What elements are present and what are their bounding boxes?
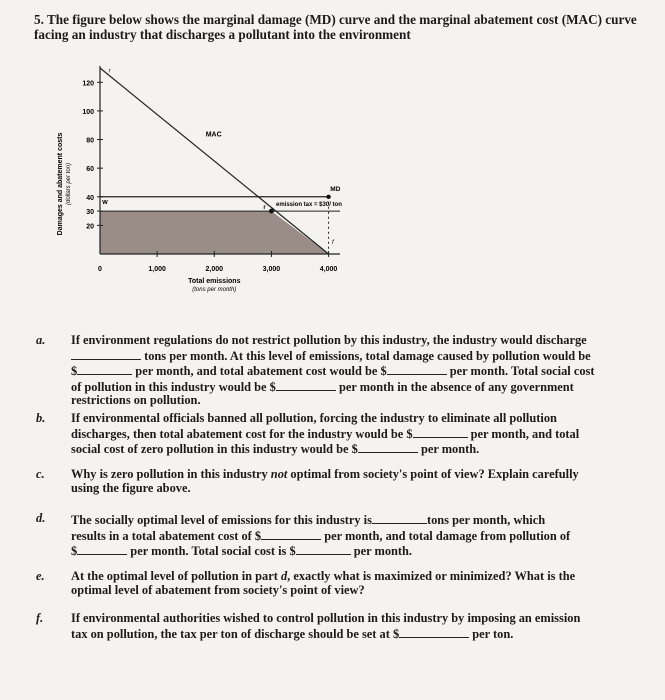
x-axis-units: (tons per month) <box>192 287 237 293</box>
part-a-line-3: $ per month, and total abatement cost would be $ per month. Total social cost <box>71 364 595 379</box>
question-text: The figure below shows the marginal damage (MD) curve and the marginal abatement cost (MAC) curve facing an industry that discharges a pollutant into the environment <box>34 12 637 42</box>
answer-blank[interactable] <box>261 528 321 540</box>
x-tick-label: 0 <box>98 266 102 273</box>
answer-blank[interactable] <box>77 363 132 375</box>
answer-blank[interactable] <box>413 426 468 438</box>
answer-blank[interactable] <box>358 441 418 453</box>
part-a <box>36 333 640 408</box>
part-d-line-2: results in a total abatement cost of $ per month, and total damage from pollution of <box>71 528 571 543</box>
part-c-line-2: using the figure above. <box>71 480 191 495</box>
part-d-line-1: The socially optimal level of emissions for this industry is tons per month, which <box>71 513 546 527</box>
f-label: f <box>332 239 334 246</box>
part-a-line-2: tons per month. At this level of emissions, total damage caused by pollution would be <box>71 348 640 364</box>
x-tick-label: 3,000 <box>262 266 281 273</box>
md-label: MD <box>330 186 341 194</box>
part-b <box>36 411 640 457</box>
tax-label: emission tax = $30/ ton <box>276 202 342 209</box>
y-tick-label: 100 <box>82 108 94 116</box>
answer-blank[interactable] <box>387 363 447 375</box>
question-number: 5. <box>34 12 44 27</box>
question-header <box>34 12 644 42</box>
part-f <box>36 611 640 641</box>
part-f-label: f. <box>36 611 44 625</box>
y-tick-label: 120 <box>82 80 94 88</box>
shaded-area <box>100 211 329 254</box>
w-label: w <box>102 198 108 206</box>
part-e-label: e. <box>36 569 45 583</box>
y-tick-label: 60 <box>86 166 94 174</box>
y-tick-label: 30 <box>86 209 94 217</box>
chart <box>50 60 390 305</box>
answer-blank[interactable] <box>296 543 351 555</box>
part-e-line-1: At the optimal level of pollution in part d, exactly what is maximized or minimized? What is the <box>71 569 576 583</box>
top-label: r <box>108 68 111 75</box>
y-axis-title: Damages and abatement costs <box>57 132 64 236</box>
y-tick-label: 80 <box>86 137 94 145</box>
part-f-line-1: If environmental authorities wished to control pollution in this industry by imposing an emission <box>71 611 581 625</box>
part-a-label: a. <box>36 333 46 347</box>
optimum-point <box>269 209 274 214</box>
part-a-line-4: of pollution in this industry would be $ per month in the absence of any government <box>71 379 574 394</box>
answer-blank[interactable] <box>399 626 469 638</box>
part-b-line-3: social cost of zero pollution in this industry would be $ per month. <box>71 442 480 457</box>
part-d <box>36 511 640 559</box>
x-tick-label: 4,000 <box>319 266 338 273</box>
part-d-line-3: $ per month. Total social cost is $ per month. <box>71 544 413 559</box>
x-tick-label: 2,000 <box>205 266 224 273</box>
part-b-line-1: If environmental officials banned all pollution, forcing the industry to eliminate all pollution <box>71 411 557 425</box>
answer-blank[interactable] <box>276 379 336 391</box>
y-axis-units: (dollars per ton) <box>66 162 72 206</box>
mac-label: MAC <box>205 131 222 139</box>
x-tick-label: 1,000 <box>148 266 166 273</box>
part-f-line-2: tax on pollution, the tax per ton of discharge should be set at $ per ton. <box>71 626 514 641</box>
part-c-label: c. <box>36 467 45 481</box>
answer-blank[interactable] <box>71 348 141 360</box>
part-e-line-2: optimal level of abatement from society's point of view? <box>71 582 365 597</box>
part-a-line-1: If environment regulations do not restrict pollution by this industry, the industry would discharge <box>71 333 587 347</box>
part-e <box>36 569 640 597</box>
part-d-label: d. <box>36 511 46 525</box>
y-tick-label: 20 <box>86 223 94 231</box>
part-b-label: b. <box>36 411 46 425</box>
part-c <box>36 467 640 495</box>
y-tick-label: 40 <box>86 194 94 202</box>
answer-blank[interactable] <box>372 512 427 524</box>
part-b-line-2: discharges, then total abatement cost for the industry would be $ per month, and total <box>71 426 580 441</box>
part-c-line-1: Why is zero pollution in this industry not optimal from society's point of view? Explain carefully <box>71 467 579 481</box>
r-label: r <box>263 204 266 211</box>
md-point <box>326 195 330 199</box>
answer-blank[interactable] <box>77 543 127 555</box>
x-axis-title: Total emissions <box>188 278 241 285</box>
part-a-line-5: restrictions on pollution. <box>71 393 201 408</box>
